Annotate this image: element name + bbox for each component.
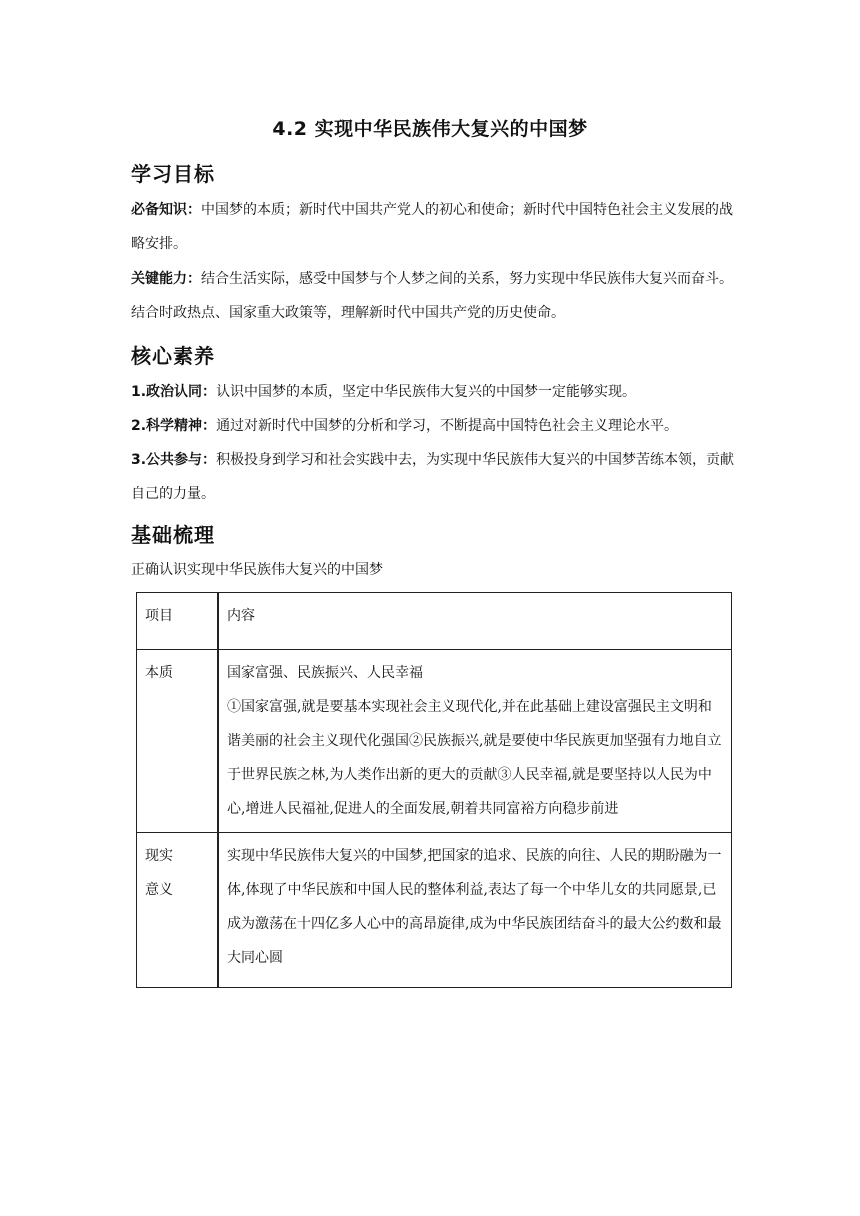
table-header-row <box>137 593 732 650</box>
content-table <box>136 592 732 988</box>
row-content-cell <box>218 833 732 988</box>
paragraph-public-participation <box>131 443 737 511</box>
label-required-knowledge: 必备知识： <box>131 202 201 218</box>
row-item-cell <box>137 650 219 833</box>
row-item-essence: 本质 <box>145 665 173 681</box>
header-cell-content <box>218 593 732 650</box>
row-content-significance: 实现中华民族伟大复兴的中国梦,把国家的追求、民族的向往、人民的期盼融为一体,体现了中华民族和中国人民的整体利益,表达了每一个中华儿女的共同愿景,已成为激荡在十四亿多人心中的高昂旋律,成为中华民族团结奋斗的最大公约数和最大同心圆 <box>227 848 722 966</box>
label-political-identity: 1.政治认同： <box>131 384 217 400</box>
essence-detail: ①国家富强,就是要基本实现社会主义现代化,并在此基础上建设富强民主文明和谐美丽的社会主义现代化强国②民族振兴,就是要使中华民族更加坚强有力地自立于世界民族之林,为人类作出新的更大的贡献③人民幸福,就是要坚持以人民为中心,增进人民福祉,促进人的全面发展,朝着共同富裕方向稳步前进 <box>227 699 722 817</box>
header-item-label: 项目 <box>145 608 173 624</box>
header-cell-item <box>137 593 219 650</box>
row-content-essence <box>219 650 731 832</box>
paragraph-required-knowledge <box>131 193 737 261</box>
label-scientific-spirit: 2.科学精神： <box>131 418 217 434</box>
text-public-participation: 积极投身到学习和社会实践中去，为实现中华民族伟大复兴的中国梦苦练本领，贡献自己的力量。 <box>131 452 735 502</box>
text-scientific-spirit: 通过对新时代中国梦的分析和学习，不断提高中国特色社会主义理论水平。 <box>216 418 679 434</box>
row-item-significance: 现实意义 <box>145 848 173 898</box>
page-title: 4.2 实现中华民族伟大复兴的中国梦 <box>272 118 588 140</box>
label-public-participation: 3.公共参与： <box>131 452 217 468</box>
paragraph-political-identity <box>131 375 737 409</box>
paragraph-key-ability <box>131 262 737 330</box>
text-political-identity: 认识中国梦的本质，坚定中华民族伟大复兴的中国梦一定能够实现。 <box>216 384 637 400</box>
label-key-ability: 关键能力： <box>131 271 201 287</box>
table-row <box>137 650 732 833</box>
table-row <box>137 833 732 988</box>
text-required-knowledge: 中国梦的本质；新时代中国共产党人的初心和使命；新时代中国特色社会主义发展的战略安排。 <box>131 202 733 252</box>
heading-core-literacy: 核心素养 <box>131 344 215 368</box>
text-key-ability: 结合生活实际，感受中国梦与个人梦之间的关系，努力实现中华民族伟大复兴而奋斗。结合时政热点、国家重大政策等，理解新时代中国共产党的历史使命。 <box>131 271 733 321</box>
essence-summary: 国家富强、民族振兴、人民幸福 <box>227 665 423 681</box>
table-caption: 正确认识实现中华民族伟大复兴的中国梦 <box>131 562 383 578</box>
paragraph-scientific-spirit <box>131 409 737 443</box>
heading-learning-goals: 学习目标 <box>131 162 215 186</box>
row-content-cell <box>218 650 732 833</box>
header-content-label: 内容 <box>227 608 255 624</box>
row-item-cell <box>137 833 219 988</box>
heading-basic-review: 基础梳理 <box>131 523 215 547</box>
